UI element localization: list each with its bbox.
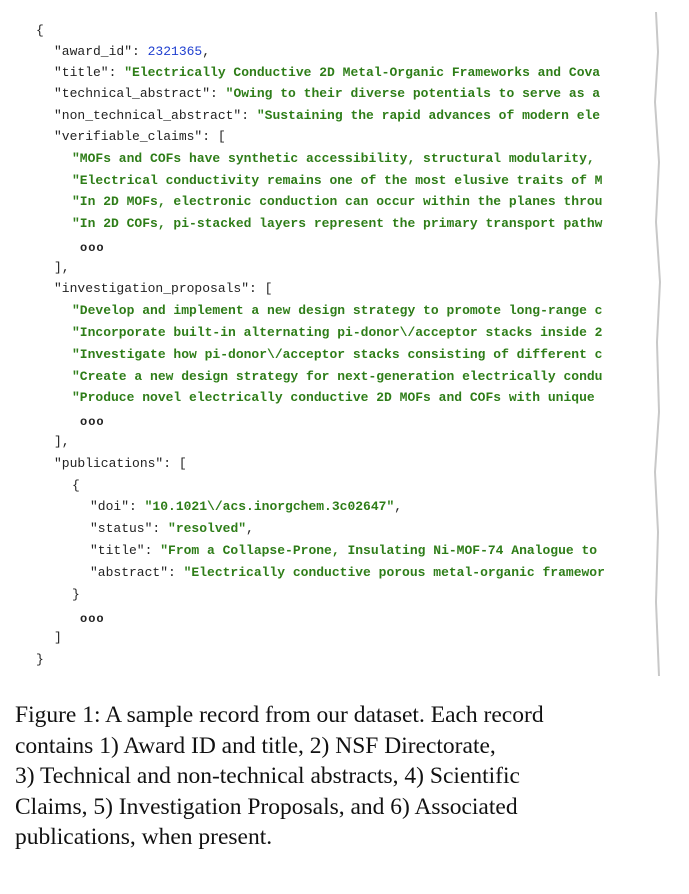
doi-line: "doi": "10.1021\/acs.inorgchem.3c02647", (90, 499, 403, 514)
json-record-panel (30, 14, 660, 674)
claim-item: "In 2D MOFs, electronic conduction can occur within the planes throu (72, 194, 603, 209)
non-technical-abstract-key: "non_technical_abstract" (54, 108, 242, 123)
publication-title-value: "From a Collapse-Prone, Insulating Ni-MOF-74 Analogue to (160, 543, 598, 558)
torn-edge-decoration (652, 12, 666, 676)
award-id-value: 2321365 (147, 44, 203, 59)
proposal-item: "Produce novel electrically conductive 2D MOFs and COFs with unique (72, 390, 595, 405)
proposal-item: "Develop and implement a new design strategy to promote long-range c (72, 303, 603, 318)
open-brace: { (36, 23, 44, 38)
caption-line: contains 1) Award ID and title, 2) NSF Directorate, (15, 732, 496, 759)
caption-line: Claims, 5) Investigation Proposals, and 6) Associated (15, 793, 518, 820)
caption-line: Figure 1: A sample record from our dataset. Each record (15, 702, 544, 728)
proposal-item: "Create a new design strategy for next-generation electrically condu (72, 369, 603, 384)
proposals-ellipsis: ooo (80, 415, 105, 429)
claim-item: "Electrical conductivity remains one of the most elusive traits of M (72, 173, 603, 188)
publication-abstract-value: "Electrically conductive porous metal-organic framewor (183, 565, 605, 580)
status-key: "status" (90, 521, 153, 536)
close-brace: } (36, 652, 44, 667)
status-value: "resolved" (168, 521, 247, 536)
publication-title-line: "title": "From a Collapse-Prone, Insulating Ni-MOF-74 Analogue to (90, 543, 598, 558)
publications-ellipsis: ooo (80, 612, 105, 626)
investigation-proposals-line: "investigation_proposals": [ (54, 281, 273, 296)
caption-line: 3) Technical and non-technical abstracts, 4) Scientific (15, 763, 520, 789)
publications-key: "publications" (54, 456, 164, 471)
proposals-close: ], (54, 434, 70, 449)
publication-abstract-key: "abstract" (90, 565, 169, 580)
title-value: "Electrically Conductive 2D Metal-Organic Frameworks and Cova (124, 65, 601, 80)
title-key: "title" (54, 65, 109, 80)
doi-value: "10.1021\/acs.inorgchem.3c02647" (144, 499, 395, 514)
investigation-proposals-key: "investigation_proposals" (54, 281, 250, 296)
claim-item: "MOFs and COFs have synthetic accessibility, structural modularity, (72, 151, 595, 166)
proposal-item: "Incorporate built-in alternating pi-donor\/acceptor stacks inside 2 (72, 325, 603, 340)
claims-ellipsis: ooo (80, 241, 105, 255)
claim-item: "In 2D COFs, pi-stacked layers represent the primary transport pathw (72, 216, 603, 231)
technical-abstract-value: "Owing to their diverse potentials to serve as a (225, 86, 601, 101)
non-technical-abstract-line: "non_technical_abstract": "Sustaining the rapid advances of modern ele (54, 108, 601, 123)
title-line: "title": "Electrically Conductive 2D Metal-Organic Frameworks and Cova (54, 65, 601, 80)
award-id-key: "award_id" (54, 44, 133, 59)
publications-line: "publications": [ (54, 456, 187, 471)
proposal-item: "Investigate how pi-donor\/acceptor stacks consisting of different c (72, 347, 603, 362)
status-line: "status": "resolved", (90, 521, 254, 536)
publications-close: ] (54, 630, 62, 645)
non-technical-abstract-value: "Sustaining the rapid advances of modern ele (256, 108, 601, 123)
technical-abstract-line: "technical_abstract": "Owing to their diverse potentials to serve as a (54, 86, 601, 101)
publication-open: { (72, 478, 80, 493)
figure-caption (15, 700, 677, 853)
publication-abstract-line: "abstract": "Electrically conductive porous metal-organic framewor (90, 565, 605, 580)
publication-title-key: "title" (90, 543, 145, 558)
claims-close: ], (54, 260, 70, 275)
award-id-line: "award_id": 2321365, (54, 44, 211, 59)
doi-key: "doi" (90, 499, 130, 514)
verifiable-claims-key: "verifiable_claims" (54, 129, 203, 144)
publication-close: } (72, 587, 80, 602)
technical-abstract-key: "technical_abstract" (54, 86, 211, 101)
verifiable-claims-line: "verifiable_claims": [ (54, 129, 226, 144)
caption-line: publications, when present. (15, 824, 273, 850)
